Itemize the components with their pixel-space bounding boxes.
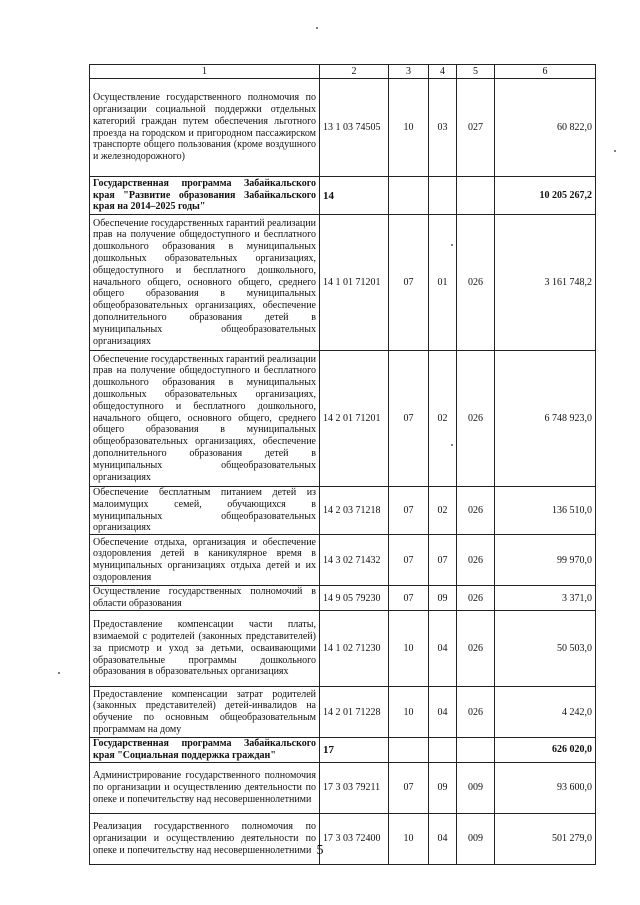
table-row <box>90 215 596 351</box>
row-expense-type: 009 <box>457 813 495 864</box>
row-subsection: 09 <box>429 762 457 813</box>
scan-speck <box>316 27 318 29</box>
table-header-row <box>90 65 596 79</box>
column-header: 3 <box>389 65 429 79</box>
program-code: 17 <box>320 738 389 763</box>
row-code: 14 2 01 71228 <box>320 687 389 738</box>
row-subsection: 02 <box>429 351 457 487</box>
program-title: Государственная программа Забайкальского края "Развитие образования Забайкальского края на 2014–2025 годы" <box>90 177 320 215</box>
table-row <box>90 351 596 487</box>
row-subsection <box>429 738 457 763</box>
column-header: 5 <box>457 65 495 79</box>
row-section: 10 <box>389 79 429 177</box>
program-title: Государственная программа Забайкальского края "Социальная поддержка граждан" <box>90 738 320 763</box>
row-subsection: 02 <box>429 487 457 535</box>
row-amount: 3 371,0 <box>495 586 596 611</box>
row-section: 10 <box>389 813 429 864</box>
row-section: 07 <box>389 215 429 351</box>
row-code: 14 1 02 71230 <box>320 611 389 687</box>
row-section: 07 <box>389 586 429 611</box>
row-expense-type <box>457 738 495 763</box>
row-description: Обеспечение государственных гарантий реализации прав на получение общедоступного и бесплатного дошкольного образования в муниципальных дошкольных образовательных организациях, общедоступного и бесплатного дошкольного, начального общего, основного общего, среднего общего образования в муниципальных общеобразовательных организациях, обеспечение дополнительного образования детей в муниципальных общеобразовательных организациях <box>90 351 320 487</box>
row-expense-type: 027 <box>457 79 495 177</box>
program-amount: 626 020,0 <box>495 738 596 763</box>
row-subsection: 04 <box>429 611 457 687</box>
row-amount: 4 242,0 <box>495 687 596 738</box>
row-expense-type: 026 <box>457 487 495 535</box>
row-amount: 93 600,0 <box>495 762 596 813</box>
row-description: Предоставление компенсации части платы, взимаемой с родителей (законных представителей) за присмотр и уход за детьми, осваивающими образовательные программы дошкольного образования в образовательных организациях <box>90 611 320 687</box>
row-subsection: 04 <box>429 687 457 738</box>
scan-speck <box>58 672 60 674</box>
column-header: 1 <box>90 65 320 79</box>
table-row <box>90 79 596 177</box>
row-subsection: 03 <box>429 79 457 177</box>
row-expense-type <box>457 177 495 215</box>
row-expense-type: 026 <box>457 535 495 586</box>
page-number: 5 <box>316 843 324 858</box>
row-section: 07 <box>389 535 429 586</box>
row-amount: 3 161 748,2 <box>495 215 596 351</box>
row-section: 10 <box>389 611 429 687</box>
row-amount: 50 503,0 <box>495 611 596 687</box>
program-row <box>90 738 596 763</box>
row-section: 07 <box>389 351 429 487</box>
row-description: Обеспечение бесплатным питанием детей из малоимущих семей, обучающихся в муниципальных общеобразовательных организациях <box>90 487 320 535</box>
row-amount: 99 970,0 <box>495 535 596 586</box>
table-row <box>90 535 596 586</box>
row-expense-type: 009 <box>457 762 495 813</box>
row-subsection: 07 <box>429 535 457 586</box>
column-header: 2 <box>320 65 389 79</box>
row-description: Обеспечение государственных гарантий реализации прав на получение общедоступного и бесплатного дошкольного образования в муниципальных дошкольных образовательных организациях, общедоступного и бесплатного дошкольного, начального общего, основного общего, среднего общего образования в муниципальных общеобразовательных организациях, обеспечение дополнительного образования детей в муниципальных общеобразовательных организациях <box>90 215 320 351</box>
row-code: 14 2 03 71218 <box>320 487 389 535</box>
row-description: Обеспечение отдыха, организация и обеспечение оздоровления детей в каникулярное время в муниципальных организациях отдыха детей и их оздоровления <box>90 535 320 586</box>
row-amount: 136 510,0 <box>495 487 596 535</box>
table-row <box>90 487 596 535</box>
row-section <box>389 738 429 763</box>
program-row <box>90 177 596 215</box>
scan-speck <box>614 150 616 152</box>
row-description: Администрирование государственного полномочия по организации и осуществлению деятельности по опеке и попечительству над несовершеннолетними <box>90 762 320 813</box>
row-subsection: 01 <box>429 215 457 351</box>
row-amount: 6 748 923,0 <box>495 351 596 487</box>
budget-table <box>89 64 596 865</box>
table-row <box>90 586 596 611</box>
row-description: Предоставление компенсации затрат родителей (законных представителей) детей-инвалидов на обучение по основным общеобразовательным программам на дому <box>90 687 320 738</box>
row-subsection: 04 <box>429 813 457 864</box>
program-code: 14 <box>320 177 389 215</box>
row-expense-type: 026 <box>457 611 495 687</box>
row-amount: 60 822,0 <box>495 79 596 177</box>
row-expense-type: 026 <box>457 586 495 611</box>
row-code: 17 3 03 79211 <box>320 762 389 813</box>
row-code: 17 3 03 72400 <box>320 813 389 864</box>
program-amount: 10 205 267,2 <box>495 177 596 215</box>
row-description: Осуществление государственного полномочия по организации социальной поддержки отдельных категорий граждан путем обеспечения льготного проезда на городском и пригородном пассажирском транспорте общего пользования (кроме воздушного и железнодорожного) <box>90 79 320 177</box>
table-row <box>90 762 596 813</box>
row-subsection <box>429 177 457 215</box>
row-section: 07 <box>389 487 429 535</box>
row-section: 10 <box>389 687 429 738</box>
row-code: 14 3 02 71432 <box>320 535 389 586</box>
table-row <box>90 687 596 738</box>
column-header: 6 <box>495 65 596 79</box>
row-expense-type: 026 <box>457 687 495 738</box>
row-description: Осуществление государственных полномочий в области образования <box>90 586 320 611</box>
row-amount: 501 279,0 <box>495 813 596 864</box>
row-subsection: 09 <box>429 586 457 611</box>
row-expense-type: 026 <box>457 351 495 487</box>
scan-speck <box>451 244 453 246</box>
row-section <box>389 177 429 215</box>
column-header: 4 <box>429 65 457 79</box>
row-expense-type: 026 <box>457 215 495 351</box>
row-code: 14 2 01 71201 <box>320 351 389 487</box>
row-code: 13 1 03 74505 <box>320 79 389 177</box>
scan-speck <box>451 444 453 446</box>
row-code: 14 9 05 79230 <box>320 586 389 611</box>
row-description: Реализация государственного полномочия по организации и осуществлению деятельности по опеке и попечительству над несовершеннолетними <box>90 813 320 864</box>
row-section: 07 <box>389 762 429 813</box>
row-code: 14 1 01 71201 <box>320 215 389 351</box>
table-row <box>90 611 596 687</box>
